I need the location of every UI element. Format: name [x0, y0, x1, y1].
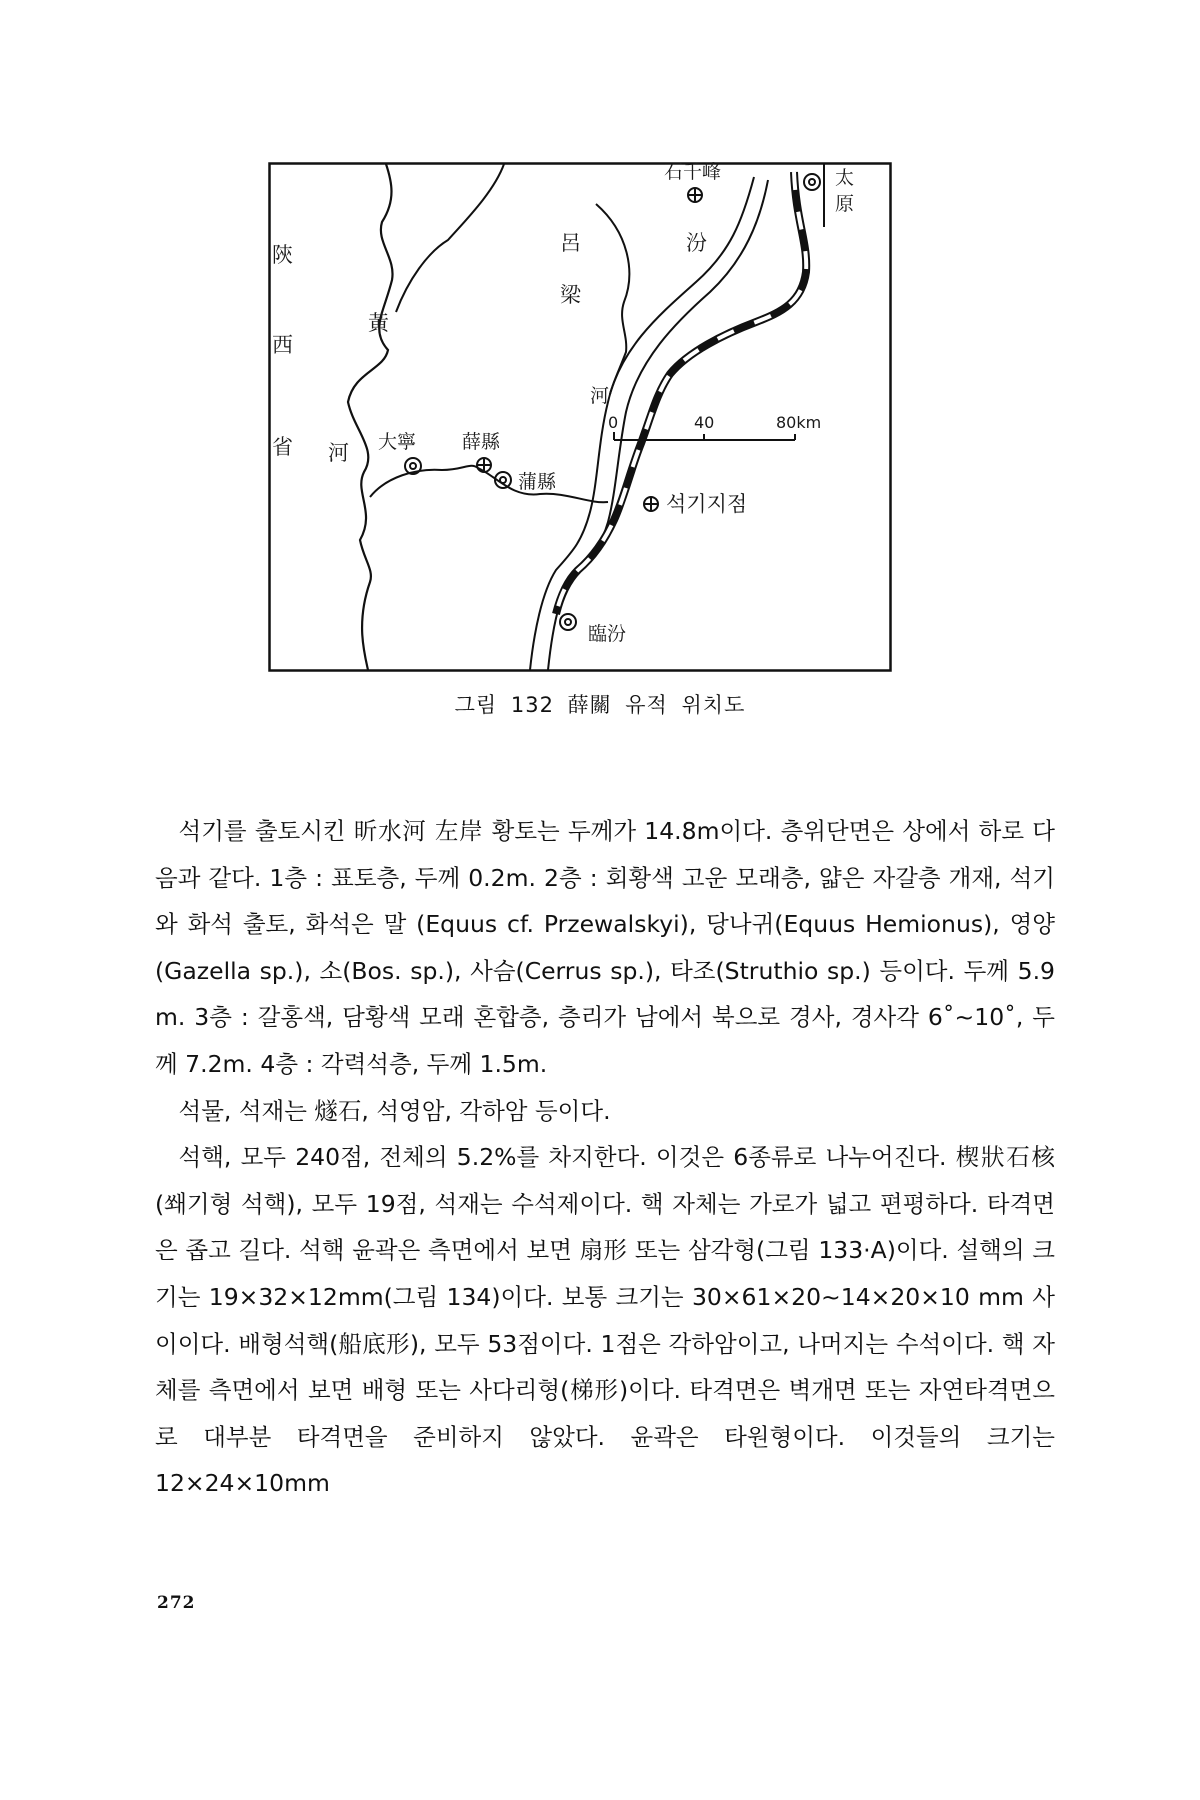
fen-river-east-bank [548, 180, 768, 670]
location-map-figure [268, 162, 894, 674]
label-shaanxi-3: 省 [272, 435, 293, 459]
label-daning: 大寧 [378, 431, 417, 453]
legend-label: 석기지점 [666, 492, 748, 516]
scale-label-80: 80km [776, 413, 822, 432]
page-number: 272 [157, 1593, 196, 1613]
scale-label-40: 40 [694, 413, 715, 432]
site-marker-shiqianfeng [688, 188, 702, 202]
city-marker-linfen [560, 614, 576, 630]
yellow-river-line [348, 164, 393, 670]
label-shiqianfeng: 石千峰 [664, 162, 722, 183]
label-he-left: 河 [328, 441, 349, 465]
label-linfen: 臨汾 [588, 623, 627, 645]
label-liang: 梁 [560, 283, 581, 307]
paragraph-materials: 석물, 석재는 燧石, 석영암, 각하암 등이다. [178, 1096, 611, 1125]
label-fen: 汾 [686, 231, 707, 255]
scale-label-0: 0 [608, 413, 619, 432]
label-taiyuan-2: 原 [835, 193, 855, 215]
label-xuexian: 薛縣 [462, 431, 501, 453]
legend-site-marker [644, 497, 658, 511]
figure-caption: 그림 132 薛關 유적 위치도 [454, 693, 746, 717]
site-marker-xuexian [477, 458, 491, 472]
tributary-line [596, 204, 629, 394]
body-text [155, 808, 1055, 1507]
label-lu: 呂 [560, 231, 581, 255]
label-puxian: 蒲縣 [518, 471, 557, 493]
paragraph-cores: 석핵, 모두 240점, 전체의 5.2%를 차지한다. 이것은 6종류로 나누어진다. 楔狀石核(쐐기형 석핵), 모두 19점, 석재는 수석제이다. 핵 자체는 가로가 넓고 편평하다. 타격면은 좁고 길다. 석핵 윤곽은 측면에서 보면 扇形 또는 삼각형(그림 133·A)이다. 설핵의 크기는 19×32×12mm(그림 134)이다. 보통 크기는 30×61×20~14×20×10 mm 사이이다. 배형석핵(船底形), 모두 53점이다. 1점은 각하암이고, 나머지는 수석이다. 핵 자체를 측면에서 보면 배형 또는 사다리형(梯形)이다. 타격면은 벽개면 또는 자연타격면으로 대부분 타격면을 준비하지 않았다. 윤곽은 타원형이다. 이것들의 크기는 12×24×10mm [155, 1143, 1055, 1498]
label-taiyuan-1: 太 [835, 167, 855, 189]
paragraph-stratigraphy: 석기를 출토시킨 昕水河 左岸 황토는 두께가 14.8m이다. 층위단면은 상에서 하로 다음과 같다. 1층 : 표토층, 두께 0.2m. 2층 : 회황색 고운 모래층, 얇은 자갈층 개재, 석기와 화석 출토, 화석은 말 (Equus cf. Przewalskyi), 당나귀(Equus Hemionus), 영양(Gazella sp.), 소(Bos. sp.), 사슴(Cerrus sp.), 타조(Struthio sp.) 등이다. 두께 5.9 m. 3층 : 갈홍색, 담황색 모래 혼합층, 층리가 남에서 북으로 경사, 경사각 6˚~10˚, 두께 7.2m. 4층 : 각력석층, 두께 1.5m. [155, 817, 1055, 1078]
label-shaanxi-1: 陝 [272, 243, 293, 267]
lvliang-ridge-line [396, 164, 504, 312]
label-huang: 黃 [368, 311, 389, 335]
location-map [268, 162, 894, 674]
label-shaanxi-2: 西 [272, 333, 293, 357]
city-marker-taiyuan [804, 174, 820, 190]
label-he-mid: 河 [590, 385, 610, 407]
